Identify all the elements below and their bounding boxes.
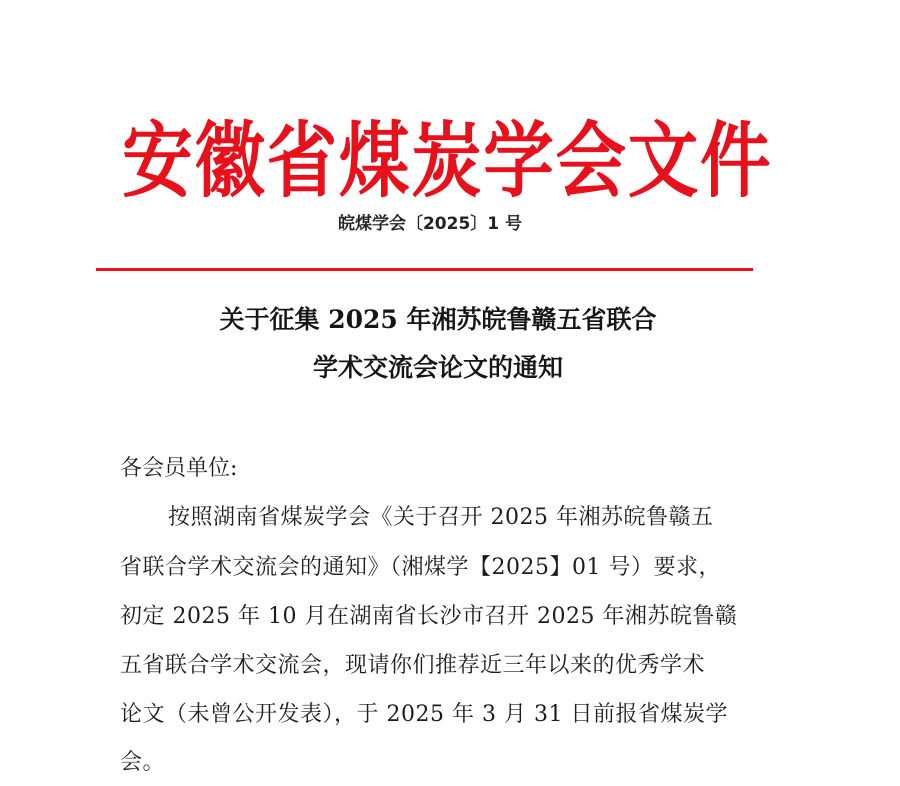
header-divider-rule bbox=[96, 268, 753, 271]
body-line: 按照湖南省煤炭学会《关于召开 2025 年湘苏皖鲁赣五 bbox=[168, 505, 714, 530]
notice-title-line-2: 学术交流会论文的通知 bbox=[312, 353, 563, 382]
document-header-title: 安徽省煤炭学会文件 bbox=[122, 114, 773, 209]
document-number: 皖煤学会〔2025〕1 号 bbox=[337, 214, 523, 234]
body-line: 五省联合学术交流会，现请你们推荐近三年以来的优秀学术 bbox=[120, 653, 706, 678]
body-line: 初定 2025 年 10 月在湖南省长沙市召开 2025 年湘苏皖鲁赣 bbox=[120, 604, 738, 629]
body-line: 省联合学术交流会的通知》（湘煤学【2025】01 号）要求， bbox=[120, 555, 721, 580]
body-line: 论文（未曾公开发表），于 2025 年 3 月 31 日前报省煤炭学 bbox=[120, 702, 728, 727]
notice-title-line-1: 关于征集 2025 年湘苏皖鲁赣五省联合 bbox=[219, 305, 657, 334]
salutation: 各会员单位: bbox=[120, 456, 238, 481]
body-line: 会。 bbox=[120, 750, 166, 775]
